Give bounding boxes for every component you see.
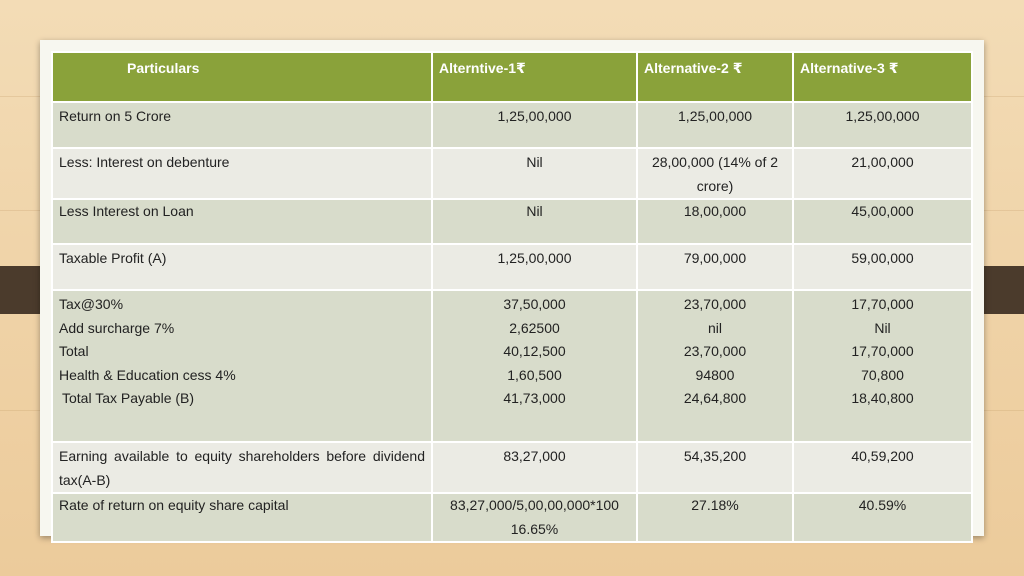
cell-alt1: Nil	[432, 199, 637, 244]
cell-value: Nil	[874, 319, 891, 336]
cell-value: 17,70,000	[851, 296, 914, 312]
table-row	[52, 148, 972, 199]
label-tax: Tax@30%	[59, 296, 124, 312]
row-label: Taxable Profit (A)	[52, 244, 432, 290]
cell-alt1: 1,25,00,000	[432, 102, 637, 148]
cell-value: 40,12,500	[503, 343, 566, 359]
row-label: Earning available to equity shareholders before dividend tax(A-B)	[52, 442, 432, 493]
label-total: Total	[59, 343, 89, 359]
label-surcharge: Add surcharge 7%	[59, 319, 175, 336]
cell-alt2: 27.18%	[637, 493, 793, 542]
cell-value: 1,60,500	[507, 366, 562, 383]
cell-value: 24,64,800	[683, 390, 747, 406]
cell-value: 23,70,000	[683, 296, 747, 312]
row-label: Rate of return on equity share capital	[52, 493, 432, 542]
header-alternative-1: Alterntive-1₹	[432, 52, 637, 102]
cell-alt3: 45,00,000	[793, 199, 972, 244]
cell-value: nil	[707, 319, 722, 336]
cell-alt3: 1,25,00,000	[793, 102, 972, 148]
cell-alt2: 28,00,000 (14% of 2 crore)	[637, 148, 793, 199]
cell-alt3: 40.59%	[793, 493, 972, 542]
cell-alt1: 1,25,00,000	[432, 244, 637, 290]
row-label: Less Interest on Loan	[52, 199, 432, 244]
tax-comparison-table	[51, 51, 973, 543]
cell-value: 23,70,000	[683, 343, 747, 359]
tax-alt3	[793, 290, 972, 442]
cell-alt2: 18,00,000	[637, 199, 793, 244]
cell-alt1: 83,27,000/5,00,00,000*100 16.65%	[432, 493, 637, 542]
tax-alt2	[637, 290, 793, 442]
cell-value: 18,40,800	[851, 390, 914, 406]
row-label: Less: Interest on debenture	[52, 148, 432, 199]
table-row-tax-block	[52, 290, 972, 442]
table-row	[52, 442, 972, 493]
cell-value: 41,73,000	[503, 390, 566, 406]
cell-alt1: 83,27,000	[432, 442, 637, 493]
cell-alt1: Nil	[432, 148, 637, 199]
header-alternative-2: Alternative-2 ₹	[637, 52, 793, 102]
table-row	[52, 199, 972, 244]
label-total-tax-payable: Total Tax Payable (B)	[62, 390, 195, 406]
cell-alt3: 21,00,000	[793, 148, 972, 199]
row-label: Return on 5 Crore	[52, 102, 432, 148]
table-header-row	[52, 52, 972, 102]
table-row	[52, 244, 972, 290]
cell-alt2: 54,35,200	[637, 442, 793, 493]
label-cess: Health & Education cess 4%	[59, 366, 236, 383]
cell-alt3: 59,00,000	[793, 244, 972, 290]
cell-alt2: 1,25,00,000	[637, 102, 793, 148]
tax-labels	[52, 290, 432, 442]
slide-panel	[40, 40, 984, 536]
cell-value: 94800	[695, 366, 735, 383]
cell-value: 70,800	[861, 366, 904, 383]
cell-value: 37,50,000	[503, 296, 566, 312]
header-particulars: Particulars	[52, 52, 432, 102]
cell-alt2: 79,00,000	[637, 244, 793, 290]
table-row	[52, 493, 972, 542]
header-alternative-3: Alternative-3 ₹	[793, 52, 972, 102]
cell-alt3: 40,59,200	[793, 442, 972, 493]
table-row	[52, 102, 972, 148]
tax-alt1	[432, 290, 637, 442]
cell-value: 17,70,000	[851, 343, 914, 359]
cell-value: 2,62500	[509, 319, 560, 336]
